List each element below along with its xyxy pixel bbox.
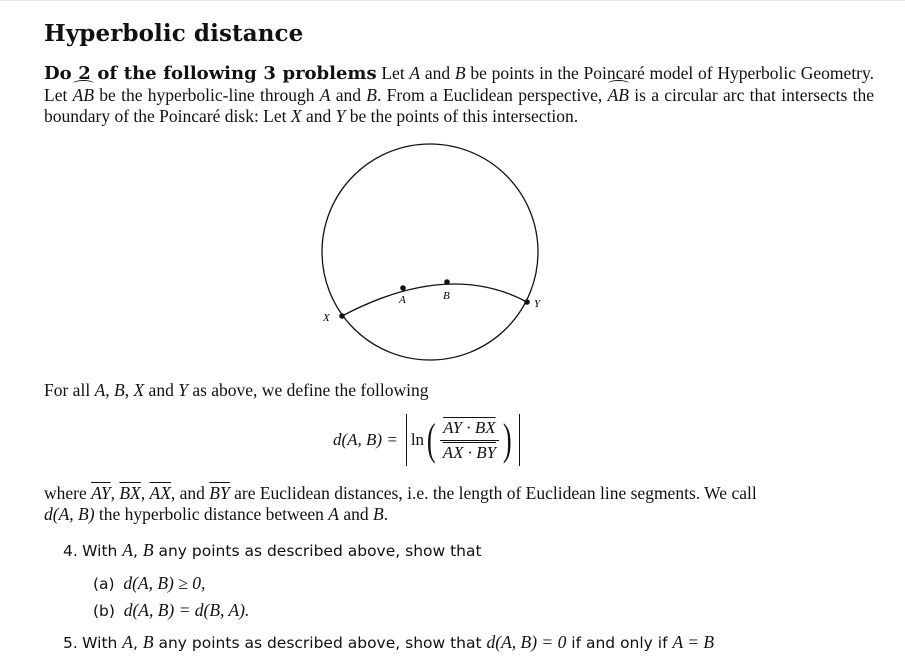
point-Y (524, 299, 530, 305)
text: . (383, 504, 389, 524)
math-B: B (114, 380, 125, 400)
math-AY: $\overline{AY}$ (91, 483, 111, 503)
definition-intro (44, 380, 874, 401)
poincare-disk-figure (300, 140, 560, 380)
text: With (82, 634, 123, 652)
math-X: X (290, 106, 302, 126)
intro-text: be the points of this intersection. (345, 106, 579, 126)
text: , (105, 380, 115, 400)
intro-text: Let (376, 63, 410, 83)
intro-text: be the hyperbolic-line through (94, 84, 320, 105)
text: as above, we define the following (187, 380, 429, 400)
problem-4 (63, 540, 482, 561)
text: , (133, 634, 143, 652)
intro-text: be points in the Poincaré model of Hyperbolic Geometry. Let (44, 63, 874, 105)
problem-4b (93, 600, 249, 621)
math-B: B (142, 632, 154, 652)
math-B: B (373, 504, 384, 524)
math-B: B (454, 63, 466, 83)
intro-paragraph (44, 63, 874, 128)
intro-text: . From a Euclidean perspective, (377, 84, 608, 105)
text: , (124, 380, 134, 400)
label-A: A (399, 294, 406, 306)
point-X (339, 313, 345, 319)
page-title: Hyperbolic distance (44, 20, 304, 47)
math-A: A (319, 84, 331, 105)
intro-text: and (420, 63, 455, 83)
sub-label: (b) (93, 602, 115, 620)
text: where (44, 483, 92, 503)
text: and (144, 380, 179, 400)
math-A: A (328, 504, 339, 524)
distance-formula (333, 412, 520, 468)
math-expression: A = B (672, 632, 715, 652)
disk-boundary (322, 144, 538, 360)
where-paragraph (44, 483, 874, 525)
problem-4a (93, 573, 205, 594)
point-B (444, 279, 450, 285)
formula-lhs: d(A, B) = (333, 430, 398, 449)
text: and (338, 504, 374, 524)
document-body (44, 20, 874, 128)
text: are Euclidean distances, i.e. the length of Euclidean line segments. We call (229, 483, 757, 503)
sub-label: (a) (93, 575, 115, 593)
left-paren: ( (426, 415, 436, 464)
right-paren: ) (502, 415, 512, 464)
fraction (440, 418, 499, 463)
text: , and (170, 483, 210, 503)
math-A: A (94, 380, 106, 400)
math-A: A (122, 632, 133, 652)
math-B: B (366, 84, 377, 105)
text: For all (44, 380, 95, 400)
label-X: X (323, 312, 330, 324)
math-arc-AB: AB (607, 84, 629, 105)
math-AX: $\overline{AX}$ (149, 483, 171, 503)
problem-number: 4. (63, 542, 78, 560)
math-dAB: d(A, B) (44, 504, 95, 524)
math-BX: $\overline{BX}$ (119, 483, 141, 503)
math-expression: d(A, B) = 0 (486, 632, 567, 652)
math-Y: Y (335, 106, 346, 126)
intro-text: and (301, 106, 336, 126)
absolute-value (406, 414, 520, 466)
top-border (0, 0, 905, 1)
math-Y: Y (178, 380, 188, 400)
text: the hyperbolic distance between (94, 504, 329, 524)
point-A (400, 285, 406, 291)
label-B: B (443, 290, 450, 302)
intro-text: is a circular arc that intersects the boundary of the Poincaré disk: Let (44, 84, 874, 126)
math-expression: d(A, B) ≥ 0, (123, 573, 206, 593)
ln-symbol: ln (410, 430, 425, 449)
fraction-numerator: AY · BX (440, 418, 498, 441)
problem-5 (63, 632, 714, 653)
problem-number: 5. (63, 634, 78, 652)
text: any points as described above, show that (153, 542, 482, 560)
math-A: A (409, 63, 421, 83)
text: if and only if (566, 634, 673, 652)
math-expression: d(A, B) = d(B, A). (123, 600, 250, 620)
text: , (110, 483, 120, 503)
hyperbolic-arc (342, 284, 527, 316)
math-BY: $\overline{BY}$ (209, 483, 230, 503)
text: any points as described above, show that (153, 634, 487, 652)
text: , (133, 542, 143, 560)
intro-text: and (330, 84, 367, 105)
intro-lead: Do 2 of the following 3 problems (44, 63, 377, 84)
text: With (82, 542, 123, 560)
text: , (140, 483, 150, 503)
math-arc-AB: AB (72, 84, 95, 105)
math-X: X (133, 380, 145, 400)
math-B: B (142, 540, 154, 560)
fraction-denominator: AX · BY (442, 442, 497, 462)
label-Y: Y (534, 298, 541, 310)
math-A: A (122, 540, 133, 560)
